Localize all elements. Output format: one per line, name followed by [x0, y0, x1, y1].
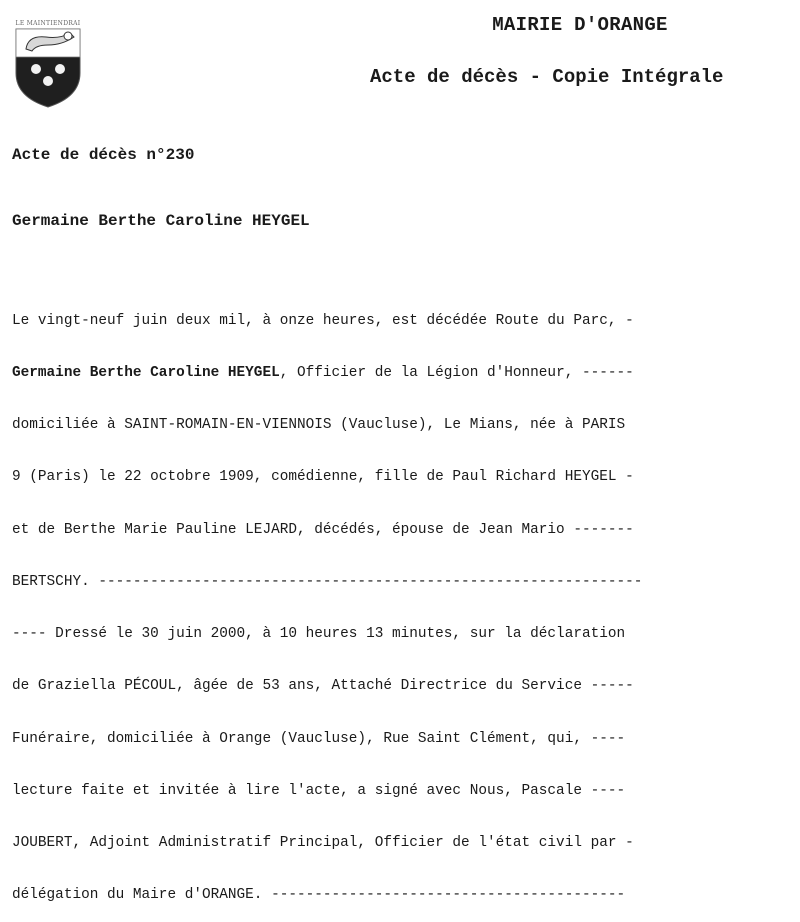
body-line: BERTSCHY. --------------------------------------------------------------- [12, 573, 643, 590]
body-line: Germaine Berthe Caroline HEYGEL, Officier de la Légion d'Honneur, ------ [12, 365, 634, 382]
shield-icon [12, 27, 84, 109]
town-hall-title: MAIRIE D'ORANGE [492, 14, 668, 36]
body-line: Funéraire, domiciliée à Orange (Vaucluse), Rue Saint Clément, qui, ---- [12, 730, 626, 747]
coat-of-arms-motto: LE MAINTIENDRAI [15, 20, 81, 27]
body-line: 9 (Paris) le 22 octobre 1909, comédienne, fille de Paul Richard HEYGEL - [12, 469, 634, 486]
body-line: Le vingt-neuf juin deux mil, à onze heures, est décédée Route du Parc, - [12, 312, 634, 329]
body-line: de Graziella PÉCOUL, âgée de 53 ans, Attaché Directrice du Service ----- [12, 678, 634, 695]
body-line: et de Berthe Marie Pauline LEJARD, décédés, épouse de Jean Mario ------- [12, 521, 634, 538]
act-number-heading: Acte de décès n°230 [12, 146, 195, 164]
body-line: lecture faite et invitée à lire l'acte, a signé avec Nous, Pascale ---- [12, 782, 626, 799]
deceased-name-heading: Germaine Berthe Caroline HEYGEL [12, 212, 310, 230]
act-body-text [12, 278, 642, 922]
deceased-name-inline: Germaine Berthe Caroline HEYGEL [12, 365, 280, 382]
body-line: ---- Dressé le 30 juin 2000, à 10 heures 13 minutes, sur la déclaration [12, 626, 626, 643]
city-coat-of-arms [12, 20, 84, 110]
document-type-title: Acte de décès - Copie Intégrale [370, 66, 724, 88]
body-line: domiciliée à SAINT-ROMAIN-EN-VIENNOIS (Vaucluse), Le Mians, née à PARIS [12, 417, 626, 434]
body-line: délégation du Maire d'ORANGE. ----------------------------------------- [12, 887, 626, 904]
body-line: JOUBERT, Adjoint Administratif Principal, Officier de l'état civil par - [12, 835, 634, 851]
